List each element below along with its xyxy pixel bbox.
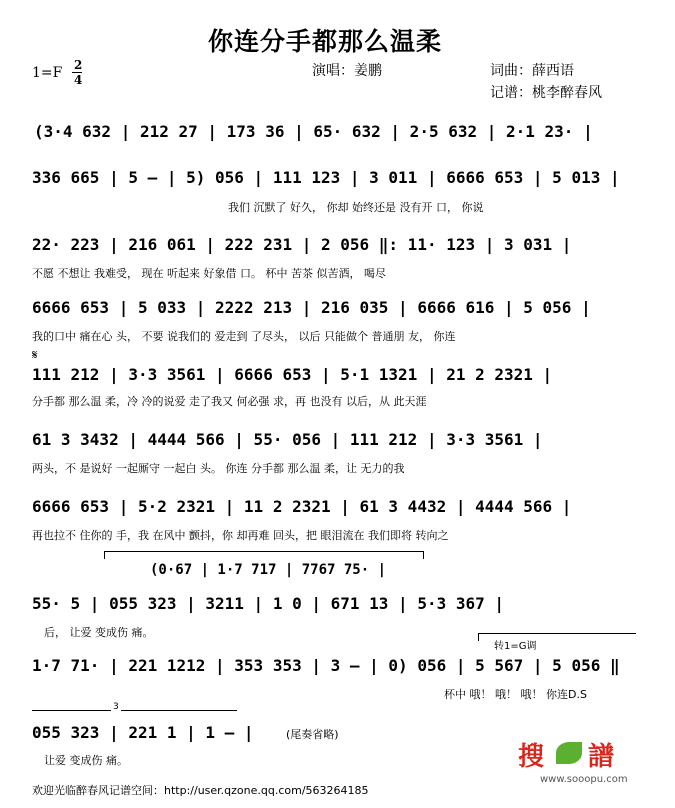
segno-sign: 𝄋 [32,348,38,363]
lyrics-row-9: 后， 让爱 变成伤 痛。 [44,626,154,639]
transcriber-credit: 记谱：桃李醉春风 [490,85,602,101]
lyrics-row-11: 让爱 变成伤 痛。 [44,754,128,767]
ending-note: (尾奏省略) [286,728,339,741]
notation-row-2: 336 665 | 5 – | 5) 056 | 111 123 | 3 011 | 6666 653 | 5 013 | [32,168,620,187]
footer-text: 欢迎光临醉春风记谱空间：http://user.qzone.qq.com/563264185 [32,784,369,797]
key-change-bracket-left [478,633,479,641]
lyrics-row-7: 再也拉不 住你的 手，我 在风中 颤抖，你 却再难 回头，把 眼泪流在 我们即将 转向之 [32,529,449,542]
lyrics-row-2: 我们 沉默了 好久， 你却 始终还是 没有开 口， 你说 [228,201,484,214]
notation-row-4: 6666 653 | 5 033 | 2222 213 | 216 035 | 6666 616 | 5 056 | [32,298,591,317]
lyrics-row-5: 分手都 那么温 柔，冷 冷的说爱 走了我又 何必强 求，再 也没有 以后，从 此天涯 [32,395,427,408]
key-change-label: 转1=G调 [494,641,537,652]
notation-row-5: 111 212 | 3·3 3561 | 6666 653 | 5·1 1321 | 21 2 2321 | [32,365,553,384]
time-signature-bottom: 4 [74,73,83,87]
lyricist-composer-credit: 词曲：薛西语 [490,63,574,79]
lyrics-row-6: 两头，不 是说好 一起厮守 一起白 头。 你连 分手都 那么温 柔，让 无力的我 [32,462,405,475]
notation-row-1: (3·4 632 | 212 27 | 173 36 | 65· 632 | 2·5 632 | 2·1 23· | [34,122,593,141]
key-signature: 1=F [32,65,63,81]
lyrics-row-3: 不愿 不想让 我难受， 现在 听起来 好象借 口。 杯中 苦茶 似苦酒， 喝尽 [32,267,386,280]
singer-credit: 演唱：姜鹏 [312,63,382,79]
overlay-bracket-line [104,551,424,552]
triplet-bracket-line [32,710,237,711]
notation-row-8-intermezzo: (0·67 | 1·7 717 | 7767 75· | [150,562,387,578]
key-change-bracket-line [478,633,636,634]
notation-row-7: 6666 653 | 5·2 2321 | 11 2 2321 | 61 3 4432 | 4444 566 | [32,497,572,516]
notation-row-10: 1·7 71· | 221 1212 | 353 353 | 3 – | 0) 056 | 5 567 | 5 056 ‖ [32,656,620,675]
notation-row-11: 055 323 | 221 1 | 1 – | [32,723,254,742]
notation-row-6: 61 3 3432 | 4444 566 | 55· 056 | 111 212 | 3·3 3561 | [32,430,543,449]
logo-left-char: 搜 [518,742,545,772]
lyrics-row-10: 杯中 哦！ 哦！ 哦！ 你连D.S [444,688,587,701]
logo-right-char: 譜 [588,742,615,772]
overlay-bracket-left [104,551,105,559]
leaf-icon [556,742,582,764]
overlay-bracket-right [423,551,424,559]
sooopu-logo[interactable] [518,734,640,794]
triplet-label: 3 [113,702,119,712]
notation-row-3: 22· 223 | 216 061 | 222 231 | 2 056 ‖: 11· 123 | 3 031 | [32,235,572,254]
time-signature-top: 2 [74,58,83,72]
song-title: 你连分手都那么温柔 [208,27,443,56]
logo-url: www.sooopu.com [540,774,628,785]
lyrics-row-4: 我的口中 痛在心 头， 不要 说我们的 爱走到 了尽头， 以后 只能做个 普通朋 友， 你连 [32,330,456,343]
notation-row-9: 55· 5 | 055 323 | 3211 | 1 0 | 671 13 | 5·3 367 | [32,594,505,613]
